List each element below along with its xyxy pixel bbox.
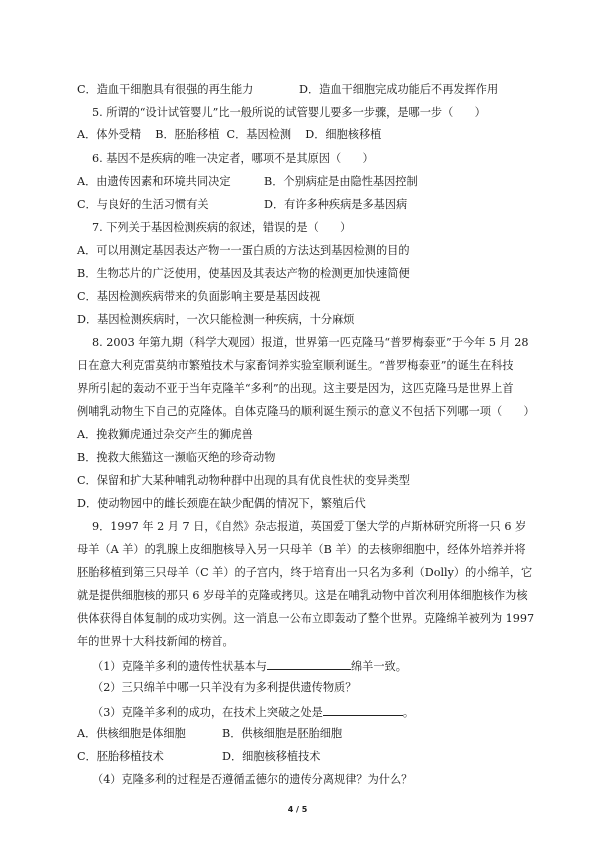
q6-option-b: B．个别病症是由隐性基因控制 bbox=[264, 175, 418, 188]
q9-option-b: B．供核细胞是胚胎细胞 bbox=[222, 727, 343, 740]
q6-option-c: C．与良好的生活习惯有关 bbox=[77, 198, 209, 211]
q5-options: A．体外受精 B．胚胎移植 C．基因检测 D．细胞核移植 bbox=[77, 128, 382, 141]
q6-option-a: A．由遗传因素和环境共同决定 bbox=[77, 175, 231, 188]
q6-option-d: D．有许多种疾病是多基因病 bbox=[264, 198, 408, 211]
q9-stem-line-1: 9．1997 年 2 月 7 日，《自然》杂志报道，英国爱丁堡大学的卢斯林研究所将一只 6 岁 bbox=[92, 520, 527, 533]
q8-option-d: D．使动物园中的雌长颈鹿在缺少配偶的情况下，繁殖后代 bbox=[77, 497, 366, 510]
q8-option-a: A．挽救狮虎通过杂交产生的狮虎兽 bbox=[77, 428, 253, 441]
q8-stem-line-2: 日在意大利克雷莫纳市繁殖技术与家畜饲养实验室顺利诞生。“普罗梅泰亚”的诞生在科技 bbox=[77, 359, 514, 372]
q7-option-c: C．基因检测疾病带来的负面影响主要是基因歧视 bbox=[77, 290, 321, 303]
q4-option-d: D．造血干细胞完成功能后不再发挥作用 bbox=[299, 83, 499, 96]
q9-stem-line-2: 母羊（A 羊）的乳腺上皮细胞核导入另一只母羊（B 羊）的去核卵细胞中，经体外培养并将 bbox=[77, 543, 526, 556]
q9-option-d: D．细胞核移植技术 bbox=[222, 750, 321, 763]
q9-sub3-answer-blank[interactable] bbox=[323, 703, 403, 716]
q9-sub1-suffix: 绵羊一致。 bbox=[350, 660, 407, 673]
q9-sub1 bbox=[92, 657, 407, 675]
q8-stem-line-4: 例哺乳动物生下自己的克隆体。自体克隆马的顺利诞生预示的意义不包括下列哪一项（ ） bbox=[77, 405, 535, 418]
q6-stem: 6. 基因不是疾病的唯一决定者，哪项不是其原因（ ） bbox=[92, 152, 374, 165]
q9-sub3 bbox=[92, 703, 414, 721]
q9-sub3-suffix: 。 bbox=[402, 706, 415, 719]
q9-sub1-answer-blank[interactable] bbox=[267, 657, 351, 670]
q8-option-c: C．保留和扩大某种哺乳动物种群中出现的具有优良性状的变异类型 bbox=[77, 474, 410, 487]
q7-stem: 7. 下列关于基因检测疾病的叙述，错误的是（ ） bbox=[92, 221, 352, 234]
q9-option-c: C．胚胎移植技术 bbox=[77, 750, 164, 763]
q7-option-a: A．可以用测定基因表达产物一一蛋白质的方法达到基因检测的目的 bbox=[77, 244, 410, 257]
q9-option-a: A．供核细胞是体细胞 bbox=[77, 727, 186, 740]
q7-option-d: D．基因检测疾病时，一次只能检测一种疾病，十分麻烦 bbox=[77, 313, 355, 326]
q4-option-c: C．造血干细胞具有很强的再生能力 bbox=[77, 83, 254, 96]
q9-sub2: （2）三只绵羊中哪一只羊没有为多利提供遗传物质？ bbox=[92, 681, 357, 694]
q8-option-b: B．挽救大熊猫这一濒临灭绝的珍奇动物 bbox=[77, 451, 276, 464]
q7-option-b: B．生物芯片的广泛使用，使基因及其表达产物的检测更加快速简便 bbox=[77, 267, 410, 280]
q9-sub4: （4）克隆多利的过程是否遵循孟德尔的遗传分离规律？为什么？ bbox=[92, 773, 413, 786]
q9-stem-line-4: 就是提供细胞核的那只 6 岁母羊的克隆或拷贝。这是在哺乳动物中首次利用体细胞核作为核 bbox=[77, 589, 528, 602]
q5-stem: 5. 所谓的“设计试管婴儿”比一般所说的试管婴儿要多一步骤，是哪一步（ ） bbox=[92, 106, 486, 119]
q8-stem-line-3: 界所引起的轰动不亚于当年克隆羊“多利”的出现。这主要是因为，这匹克隆马是世界上首 bbox=[77, 382, 514, 395]
page-number: 4 / 5 bbox=[287, 805, 308, 814]
q9-stem-line-3: 胚胎移植到第三只母羊（C 羊）的子宫内，终于培育出一只名为多利（Dolly）的小绵羊，它 bbox=[77, 566, 533, 579]
q9-sub3-prefix: （3）克隆羊多利的成功，在技术上突破之处是 bbox=[92, 706, 323, 719]
q9-sub1-prefix: （1）克隆羊多利的遗传性状基本与 bbox=[92, 660, 267, 673]
q9-stem-line-5: 供体获得自体复制的成功实例。这一消息一公布立即轰动了整个世界。克隆绵羊被列为 1997 bbox=[77, 612, 535, 625]
q9-stem-line-6: 年的世界十大科技新闻的榜首。 bbox=[77, 635, 234, 648]
q8-stem-line-1: 8. 2003 年第九期（科学大观园）报道，世界第一匹克隆马“普罗梅泰亚”于今年 5 月 28 bbox=[92, 336, 529, 349]
